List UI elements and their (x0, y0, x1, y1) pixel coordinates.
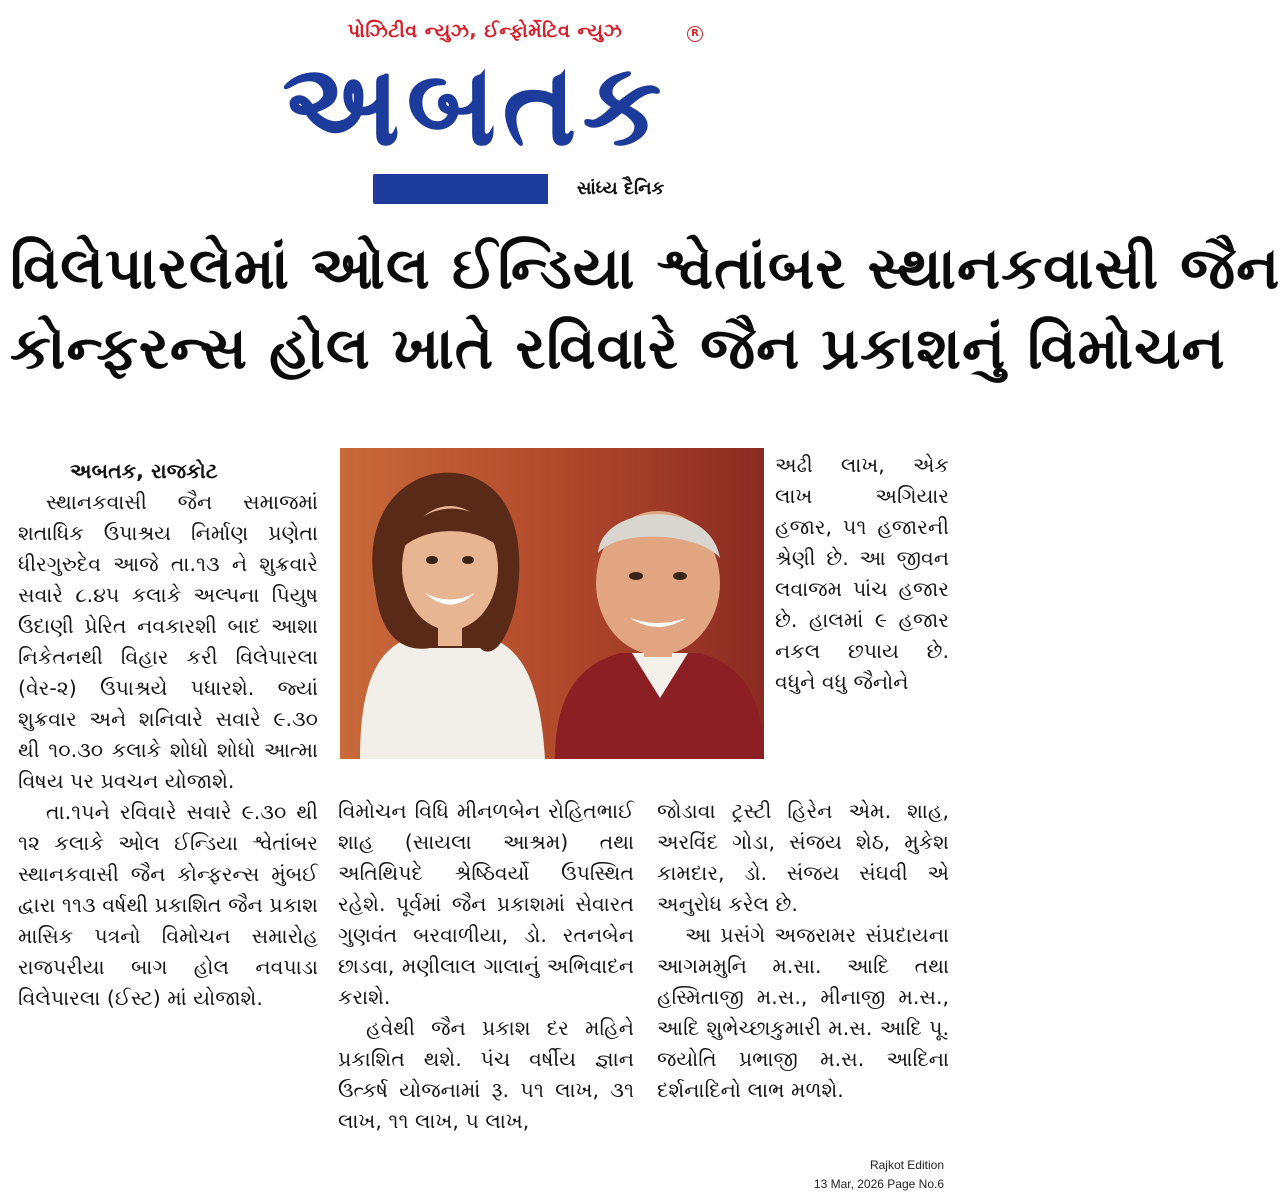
article-column-2 (338, 796, 634, 1137)
masthead (0, 0, 958, 215)
article-paragraph: વિમોચન વિધિ મીનળબેન રોહિતભાઈ શાહ (સાયલા આશ્રમ) તથા અતિથિપદે શ્રેષ્ઠિવર્યો ઉપસ્થિત રહેશે. પૂર્વમાં જૈન પ્રકાશમાં સેવારત ગુણવંત બરવાળીયા, ડો. રતનબેન છાડવા, મણીલાલ ગાલાનું અભિવાદન કરાશે. (338, 799, 634, 1009)
article-column-3-top (775, 450, 949, 698)
headline-line-2: કોન્ફરન્સ હોલ ખાતે રવિવારે જૈન પ્રકાશનું વિમોચન (10, 314, 1226, 382)
article-paragraph: તા.૧૫ને રવિવારે સવારે ૯.૩૦ થી ૧૨ કલાકે ઓલ ઈન્ડિયા શ્વેતાંબર સ્થાનકવાસી જૈન કોન્ફરન્સ મુંબઈ દ્વારા ૧૧૩ વર્ષથી પ્રકાશિત જૈન પ્રકાશ માસિક પત્રનો વિમોચન સમારોહ રાજપરીયા બાગ હોલ નવપાડા વિલેપારલા (ઈસ્ટ) માં યોજાશે. (18, 800, 318, 1010)
article-column-3 (657, 796, 949, 1106)
page-footer (814, 1156, 944, 1194)
article-paragraph: અઢી લાખ, એક લાખ અગિયાર હજાર, ૫૧ હજારની શ્રેણી છે. આ જીવન લવાજમ પાંચ હજાર છે. હાલમાં ૯ હજાર નકલ છપાય છે. વધુને વધુ જૈનોને (775, 453, 949, 694)
article-paragraph: જોડાવા ટ્રસ્ટી હિરેન એમ. શાહ, અરવિંદ ગોડા, સંજય શેઠ, મુકેશ કામદાર, ડો. સંજય સંઘવી એ અનુરોધ કરેલ છે. (657, 799, 949, 916)
headline (10, 228, 1280, 388)
headline-line-1: વિલેપારલેમાં ઓલ ઈન્ડિયા શ્વેતાંબર સ્થાનકવાસી જૈન (10, 234, 1280, 302)
footer-date-page: 13 Mar, 2026 Page No.6 (813, 1177, 944, 1191)
edition-label: સાંધ્ય દૈનિક (548, 174, 693, 204)
article-paragraph: આ પ્રસંગે અજરામર સંપ્રદાયના આગમમુનિ મ.સા. આદિ તથા હસ્મિતાજી મ.સ., મીનાજી મ.સ., આદિ શુભેચ્છાકુમારી મ.સ. આદિ પૂ. જયોતિ પ્રભાજી મ.સ. આદિના દર્શનાદિનો લાભ મળશે. (657, 923, 949, 1102)
article-paragraph: હવેથી જૈન પ્રકાશ દર મહિને પ્રકાશિત થશે. પંચ વર્ષીય જ્ઞાન ઉત્કર્ષ યોજનામાં રૂ. ૫૧ લાખ, ૩૧ લાખ, ૧૧ લાખ, ૫ લાખ, (338, 1016, 634, 1133)
footer-edition: Rajkot Edition (869, 1158, 944, 1172)
article-paragraph: સ્થાનકવાસી જૈન સમાજમાં શતાધિક ઉપાશ્રય નિર્માણ પ્રણેતા ધીરગુરુદેવ આજે તા.૧૩ ને શુક્રવારે સવારે ૮.૪૫ કલાકે અલ્પના પિયુષ ઉદાણી પ્રેરિત નવકારશી બાદ આશા નિકેતનથી વિહાર કરી વિલેપારલા (વેર-૨) ઉપાશ્રયે પધારશે. જ્યાં શુક્રવાર અને શનિવારે સવારે ૯.૩૦ થી ૧૦.૩૦ કલાકે શોધો શોધો આત્મા વિષય પર પ્રવચન યોજાશે. (18, 490, 318, 793)
photo-image (340, 448, 764, 759)
masthead-logo: અબતક (282, 38, 668, 172)
article-column-1 (18, 456, 318, 1014)
masthead-tagline: પોઝિટીવ ન્યુઝ, ઈન્ફોર્મેટિવ ન્યુઝ (347, 20, 623, 42)
article-photo (340, 448, 764, 759)
registered-mark-icon: R (687, 26, 703, 42)
dateline: અબતક, રાજકોટ (70, 459, 218, 483)
